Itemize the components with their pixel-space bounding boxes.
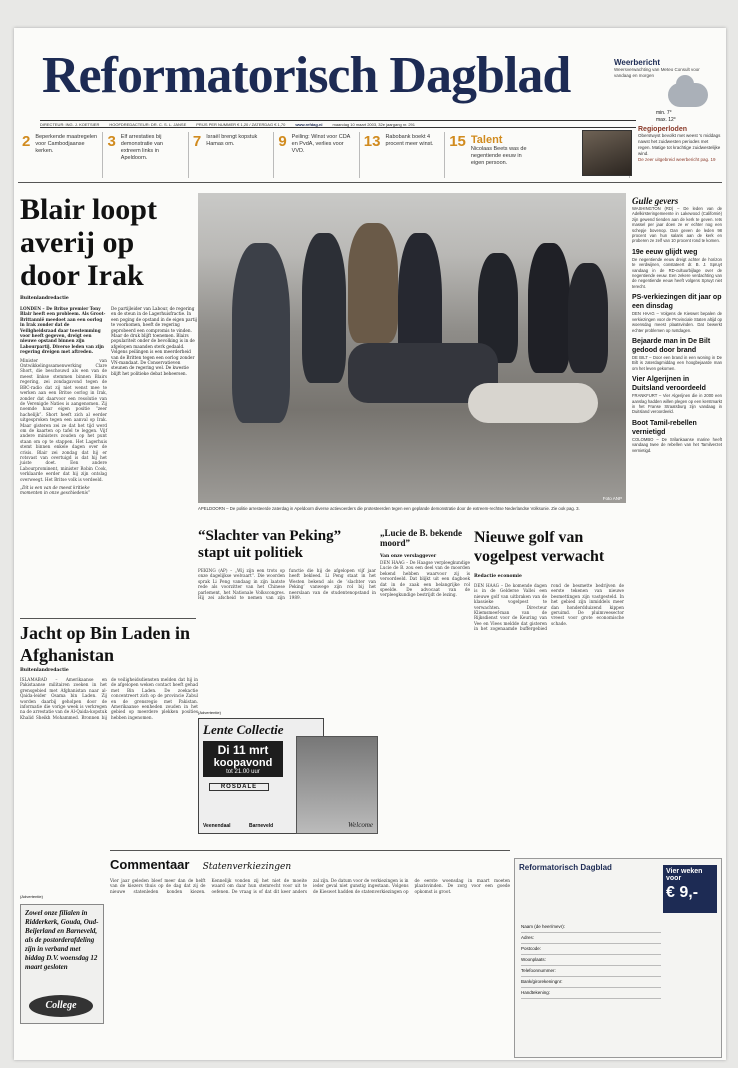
weather-title: Weerbericht [614,58,661,67]
sidebar-title[interactable]: PS-verkiezingen dit jaar op een dinsdag [632,294,722,311]
teaser-page: 13 [363,133,381,150]
form-field-signature[interactable]: Handtekening: [521,988,661,999]
photo-credit: Foto ANP [602,496,622,501]
subscription-form [514,858,722,1058]
teaser-page: 9 [278,133,287,150]
ad-label: (Advertentie) [198,710,221,715]
vogelpest-headline[interactable]: Nieuwe golf van vogelpest verwacht [474,529,605,565]
sidebar-title[interactable]: Vier Algerijnen in Duitsland veroordeeld [632,376,706,393]
form-field-bank[interactable]: Bank/girorekeningnr: [521,977,661,988]
weather-temps [656,110,676,124]
teaser-page: 7 [192,133,202,150]
lead-intro: LONDEN – De Britse premier Tony Blair heeft een probleem. Als Groot-Brittannië meedoet aan een oorlog in Irak zonder dat de Veiligheidsraad daar toestemming voor heeft gegeven, dreigt een nieuwe opstand binnen zijn Labourpartij. Diverse leden van zijn regering dreigen met aftreden. [20,306,106,355]
sidebar-text: FRANKFURT – Vier Algerijnen die in 2000 een aanslag hadden willen plegen op een kerstmarkt in het Franse Straatsburg zijn vandaag in Duitsland veroordeeld. [632,393,722,415]
vogelpest-body: DEN HAAG – De komende dagen is in de Gelderse Vallei een nieuwe golf van uitbraken van de klassieke vogelpest te verwachten. Directeur Kliemsmeef-man van de Rijksdienst voor de Keuring van Vee en Vlees meldde dat gisteren in het zogenaamde buffergebied rond de besmette bedrijven de eerste tekenen van nieuwe besmettingen zijn vastgesteld. In het gebied zijn inmiddels meer dan honderdduizend kippen geruimd. De pluimveesector vreest voor grote economische schade. [474,583,624,632]
teaser-page: 3 [107,133,116,150]
weather-max: max. 12° [656,117,676,123]
regional-link[interactable]: De zeer uitgebreid weerbericht pag. 19 [638,157,716,162]
commentaar-title[interactable]: Commentaar [110,857,190,872]
newspaper-page [14,28,726,1060]
vogelpest-story [474,574,624,632]
subscription-promo[interactable] [663,865,717,913]
teaser-item[interactable] [360,132,445,178]
vogelpest-byline: Redactie economie [474,574,522,579]
divider [18,182,722,183]
sidebar-text: De negentiende eeuw dreigt achter de horizon te verdwijnen, constateert dr. B. J. Spruyt vandaag in de RD-cultuurbijlage over de negentiende eeuw. Een zekere verdachting van de negentiende eeuw heeft volgens Spruyt niet terecht. [632,256,722,289]
ad-brand: ROSDALE [209,783,269,791]
form-field-phone[interactable]: Telefoonnummer: [521,966,661,977]
lead-col2: De partijleider van Labour, de regering en de steun in de Lagerhuisfractie. In een poging de opstand in de eigen partij te voorkomen, heeft de regering geprobeerd een compromis te vinden. Maar de druk blijft toenemen. Blairs populariteit onder de bevolking is in de afgelopen maanden sterk gedaald. Volgens peilingen is een meerderheid van de Britten tegen een oorlog zonder VN-mandaat. De Conservatieven steunen de regering wel. De kwestie blijft het politieke debat beheersen. [111,306,198,376]
peking-headline[interactable]: “Slachter van Peking” stapt uit politiek [198,528,342,561]
binladen-story [20,668,198,720]
promo-price: € 9,- [666,884,699,901]
feature-title: Talent [470,134,503,146]
ad-label: (Advertentie) [20,894,43,899]
commentaar-body: Vier jaar geleden bleef meer dan de helft van de kiezers thuis op de dag dat zij de nieuwe statenleden konden kiezen. Kennelijk vonden zij het niet de moeite waard om daar hun stemrecht voor uit te oefenen. De vraag is of dat dit keer anders zal zijn. De datum voor de verkiezingen is in ieder geval niet gunstig ingestaan. Volgens de Kieswet hadden de statenverkiezingen op de eerste woensdag in maart moeten plaatsvinden. De zorg voor een goede opkomst is groot. [110,878,510,894]
teaser-item[interactable] [103,132,188,178]
regional-text: Oberstwyst bevolkt met weest 's middags nawst het zuidwesten periodes met regen. Matige tot krachtige zuidwestelijke wind. [638,133,721,156]
lead-story [20,296,198,496]
promo-text: Vier weken voor [666,868,703,882]
sidebar-title[interactable]: 19e eeuw glijdt weg [632,248,698,256]
teaser-item[interactable] [274,132,359,178]
ad-title: Lente Collectie [203,722,284,737]
teaser-bar [18,132,630,178]
teaser-text: Beperkende maatregelen voor Cambodjaanse kerken. [35,134,98,154]
divider [110,850,510,851]
divider [20,618,196,619]
sidebar-title[interactable]: Gulle gevers [632,196,679,206]
college-ad-text: Zowel onze filialen in Ridderkerk, Gouda, Oud-Beijerland en Barneveld, als de postorderafdeling zijn in verband met biddag D.V. woensdag 12 maart gesloten [25,909,99,971]
protest-photo [198,193,626,503]
form-field-city[interactable]: Woonplaats: [521,955,661,966]
website-link[interactable]: www.refdag.nl [295,122,323,127]
teaser-text: Peiling: Winst voor CDA en PvdA, verlies voor VVD. [291,134,351,154]
weather-desc: Weersverwachting van Meteo Consult voor vandaag en morgen [614,67,700,78]
lucie-headline[interactable]: „Lucie de B. bekende moord” [380,528,463,548]
regional-weather [638,126,722,163]
ad-welcome: Welcome [347,821,373,829]
feature-text: Nicolaas Beets was de negentiende eeuw in eigen persoon. [470,146,527,166]
beets-portrait-image [582,130,632,176]
college-ad[interactable] [20,904,104,1024]
commentaar-sub: Statenverkiezingen [202,862,292,872]
teaser-text: Elf arrestaties bij demonstratie van extreem links in Apeldoorn. [120,134,163,161]
teaser-page: 2 [22,133,31,150]
sidebar-title[interactable]: Bejaarde man in De Bilt gedood door brand [632,337,711,354]
model-photo [296,736,378,834]
masthead-title[interactable]: Reformatorisch Dagblad [42,47,571,104]
college-logo: College [29,995,93,1017]
sidebar-title[interactable]: Boot Tamil-rebellen vernietigd [632,419,697,436]
sidebar-text: COLOMBO – De Srilankaanse marine heeft vandaag twee de rebellen van het Tamilverzet vernietigd. [632,436,722,453]
photo-caption: APELDOORN – De politie arresteerde zaterdag in Apeldoorn diverse actievoerders die protesteerden tegen een geplande demonstratie door de extreem-rechtse Nederlandse Volksunie. Zie ook pag. 3. [198,506,580,511]
ad-town-1: Veenendaal [203,823,231,829]
rain-cloud-icon [668,83,708,107]
sidebar-text: DE BILT – Door een brand in een woning in De Bilt is zaterdagmiddag een hoogbejaarde man om het leven gekomen. [632,354,722,371]
weather-box [614,58,714,79]
masthead-info-strip [40,120,636,128]
weather-min: min. 7° [656,110,672,116]
strip-item: DIRECTEUR: ING. J. KOETSIER [40,122,100,127]
commentaar-section [110,854,510,894]
form-field-name[interactable]: Naam (de heer/mevr): [521,922,661,933]
ad-date: Di 11 mrt [217,743,269,757]
binladen-headline[interactable]: Jacht op Bin Laden in Afghanistan [20,623,191,665]
news-sidebar [632,193,722,453]
binladen-byline: Buitenlandredactie [20,668,69,673]
form-field-address[interactable]: Adres: [521,933,661,944]
form-field-postcode[interactable]: Postcode: [521,944,661,955]
ad-date-box [203,741,283,777]
lead-quote: „Dit is een van de meest kritieke momenten in onze geschiedenis” [20,485,91,496]
lucie-sub: Van onze verslaggever [380,554,437,559]
ad-time: tot 21.00 uur [226,769,260,775]
lucie-body: DEN HAAG – De Haagse verpleegkundige Lucie de B. zou een deel van de moorden bekend hebben waarvoor zij is veroordeeld. Dat blijkt uit een dagboek dat in de zaak een belangrijke rol speelde. De advocaat van de verpleegkundige bestrijdt de lezing. [380,560,470,598]
feature-page: 15 [449,133,466,150]
ad-koopavond: koopavond [213,757,273,769]
lead-byline: Buitenlandredactie [20,296,69,301]
sidebar-text: DEN HAAG – Volgens de Kieswet bepalen de verkiezingen voor de Provinciale Staten altijd op woensdag meest plaatsvinden. Dat bewerkt echter problemen op rustdagen. [632,311,722,333]
lucie-story [380,554,470,598]
teaser-text: Israël brengt kopstuk Hamas om. [206,134,258,147]
edition-date: maandag 10 maart 2003, 32e jaargang nr. 291 [332,122,416,127]
lead-headline[interactable]: Blair loopt averij op door Irak [20,193,157,292]
binladen-body: ISLAMABAD – Amerikaanse en Pakistaanse militairen zoeken in het grensgebied met Afghanistan naar al-Qaida-leider Osama bin Laden. Zij worden daarbij geholpen door de informatie die vorige week is verkregen na de arrestatie van de Al-Qaida-kopstuk Khalid Sheikh Mohammed. Bronnen bij de veiligheidsdiensten melden dat hij in de afgelopen weken contact heeft gehad met Bin Laden. De zoekactie concentreert zich op de provincie Zabul en de grensregio met Pakistan. Amerikaanse eenheden zouden in het gebied op meerdere plekken posities hebben ingenomen. [20,677,198,720]
subscription-title: Reformatorisch Dagblad [519,863,612,872]
strip-item: PRIJS PER NUMMER € 1,20 / ZATERDAG € 1,70 [196,122,286,127]
teaser-item[interactable] [189,132,274,178]
peking-body: PEKING (AP) – „Wij zijn een trots op onze dagelijkse welvaart”. Die woorden sprak Li Peng vandaag in zijn laatste rede als voorzitter van het Chinese parlement, het Nationale Volkscongres. Hij zei afscheid te nemen van zijn functie die hij de afgelopen vijf jaar heeft bekleed. Li Peng staat in het Westen bekend als de ‘slachter van Peking’ vanwege zijn rol bij het neerslaan van de studentenopstand in 1989. [198,568,376,601]
strip-item: HOOFDREDACTEUR: DR. C. S. L. JANSE [109,122,187,127]
lead-body: Minister van Ontwikkelingssamenwerking Clare Short, die beschouwd als een van de meest linkse stemmen binnen Blairs regering, zei zondagavond tegen de BBC-radio dat zij niet wenst mee te werken aan een Britse oorlog in Irak, zonder dat daarvoor een resolutie van de Verenigde Naties is aangenomen. Zij noemde haar eigen positie “zeer hachelijk”. Short heeft zich al eerder uitgesproken tegen een aanval op Irak. Maar gisteren zei ze dat het tijd werd om de kaarten op tafel te leggen. Vijf andere ministers zouden op het punt staan om op te stappen. Het Lagerhuis stemt binnen enkele dagen over de crisis. Blair zei zondag dat hij er rotsvast van overtuigd is dat hij het juiste doet. Een andere Labourprominent, minister Robin Cook, verklaarde eerder dat hij zijn ontslag overweegt. Het Britse volk is verdeeld. [20,357,107,482]
teaser-text: Rabobank boekt 4 procent meer winst. [385,134,434,147]
sidebar-text: WASHINGTON (RD) – De leden van de Adelkirsteringemeente in Lakewood (Californië) zijn gewend tienden aan de kerk te geven. Iets massel per jaar doen ze er echter nog een schepje bovenop. Dan geven de leden 98 procent van hun salaris aan de kerk en proberen ze zelf van 10 procent rond te komen. [632,206,722,244]
regional-title: Regioperloden [638,126,688,133]
ad-town-2: Barneveld [249,823,274,829]
teaser-item[interactable] [18,132,103,178]
